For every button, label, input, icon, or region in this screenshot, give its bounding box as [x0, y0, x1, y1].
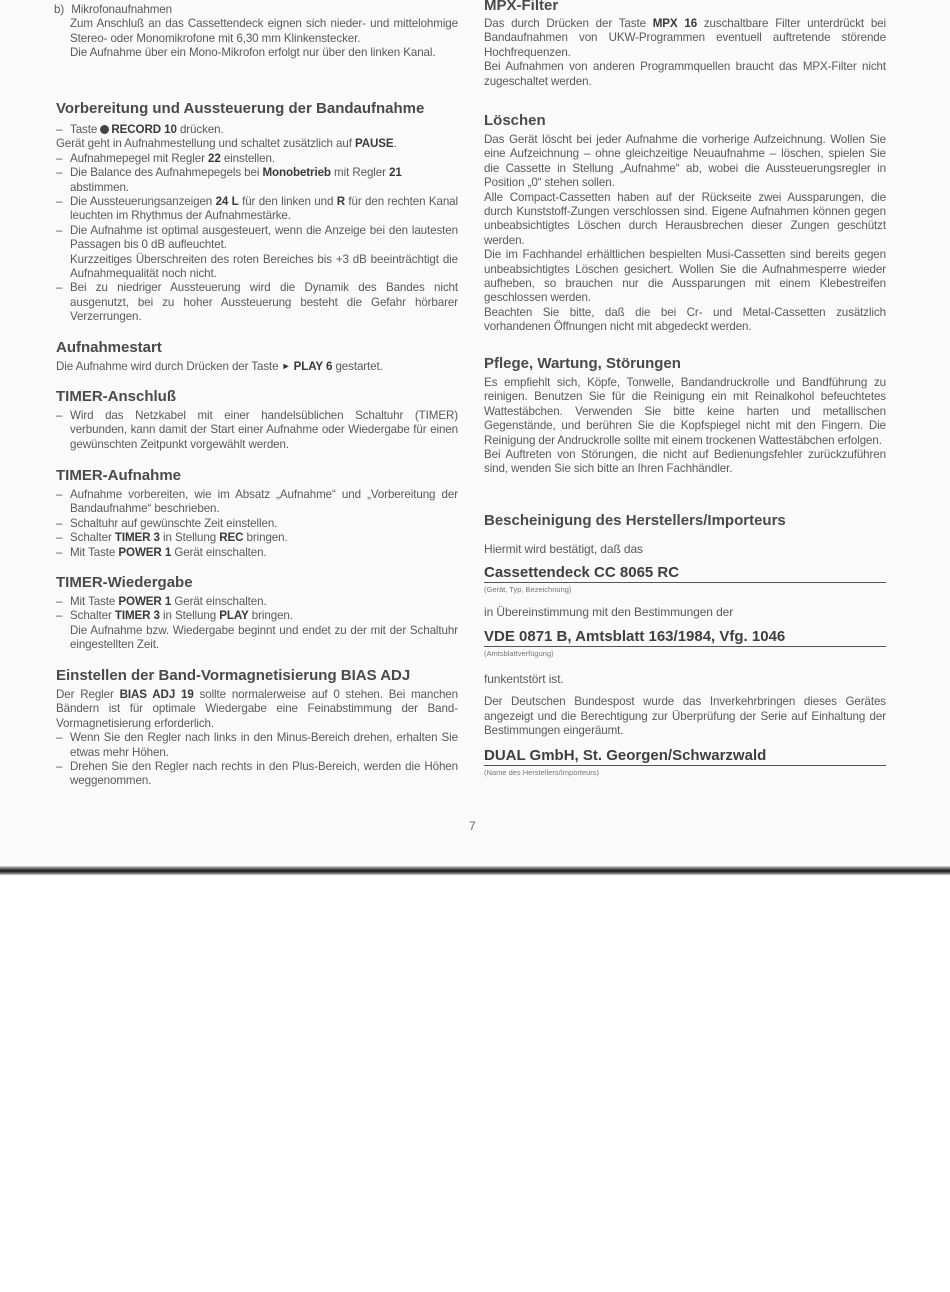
mpx-section [484, 0, 886, 89]
text: einstellen. [223, 151, 275, 165]
rec-label: REC [219, 531, 244, 545]
list-item: – Bei zu niedriger Aussteuerung wird die Dynamik des Bandes nicht ausgenutzt, bei zu hoher Aussteuerung besteht die Gefahr hörbarer Verzerrungen. [56, 281, 458, 324]
timer-wiedergabe-section [56, 574, 458, 653]
device-name: Cassettendeck CC 8065 RC [484, 564, 886, 583]
text: zuschaltbare Filter unterdrückt bei Bandaufnahmen von UKW-Programmen eventuell auftretende störende Hochfrequenzen. [484, 17, 887, 59]
list-item: – Wenn Sie den Regler nach links in den Minus-Bereich drehen, erhalten Sie etwas mehr Höhen. [56, 731, 458, 760]
list-item: – Wird das Netzkabel mit einer handelsüblichen Schaltuhr (TIMER) verbunden, kann damit der Start einer Aufnahme oder Wiedergabe für einen gewünschten Zeitpunkt vorgewählt werden. [56, 409, 458, 452]
loeschen-text-1: Das Gerät löscht bei jeder Aufnahme die vorherige Aufzeichnung. Wollen Sie eine Aufzeichnung – ohne gleichzeitige Neuaufnahme – löschen, spielen Sie die Cassette in Stellung „Aufnahme“ ab, wobei die Aussteuerungsregler in Position „0“ stehen sollen. [484, 133, 886, 190]
pause-line [56, 137, 458, 151]
aufnahmestart-text [56, 359, 458, 374]
loeschen-heading: Löschen [484, 112, 546, 129]
loeschen-text-2: Alle Compact-Cassetten haben auf der Rückseite zwei Aussparungen, die durch Kunststoff-Zungen verschlossen sind. Eigene Aufnahmen können gegen unbeabsichtigtes Löschen durch Herausbrechen dieser Zungen geschützt werden. [484, 190, 886, 247]
timer-switch-label: TIMER 3 [114, 531, 160, 545]
mikrofon-title-line [54, 3, 458, 17]
text: Gerät einschalten. [174, 595, 267, 608]
regler-number: 21 [389, 166, 402, 180]
mpx-text [484, 17, 886, 60]
timer-anschluss-section [56, 388, 458, 452]
mpx-text-2: Bei Aufnahmen von anderen Programmquellen braucht das MPX-Filter nicht zugeschaltet werden. [484, 60, 886, 88]
device-caption: (Gerät, Typ, Bezeichnung) [484, 585, 572, 595]
aufnahmestart-heading: Aufnahmestart [56, 339, 162, 356]
bias-section [56, 667, 458, 789]
bescheinigung-section [484, 512, 886, 778]
mpx-heading: MPX-Filter [484, 0, 559, 14]
scan-edge-divider [0, 866, 950, 875]
text: Gerät geht in Aufnahmestellung und schaltet zusätzlich auf [56, 137, 352, 151]
text: . [393, 137, 397, 151]
list-item: – Aufnahme vorbereiten, wie im Absatz „Aufnahme“ und „Vorbereitung der Bandaufnahme“ beschrieben. [56, 488, 458, 517]
aufnahmestart-section [56, 339, 458, 374]
pflege-text-2: Bei Auftreten von Störungen, die nicht auf Bedienungsfehler zurückzuführen sind, wenden Sie sich bitte an Ihren Fachhändler. [484, 448, 886, 476]
meter-label: 24 L [215, 195, 239, 209]
loeschen-text-4: Beachten Sie bitte, daß die bei Cr- und Metal-Cassetten zusätzlich vorhandenen Öffnungen nicht mit abgedeckt werden. [484, 305, 886, 334]
text: bringen. [251, 609, 293, 623]
mikrofon-mono-text: Die Aufnahme über ein Mono-Mikrofon erfolgt nur über den linken Kanal. [70, 46, 436, 60]
bescheinigung-heading: Bescheinigung des Herstellers/Importeurs [484, 512, 786, 529]
note-text: Kurzzeitiges Überschreiten des roten Bereiches bis +3 dB beeinträchtigt die Aufnahmequalität noch nicht. [70, 252, 458, 281]
pflege-heading: Pflege, Wartung, Störungen [484, 355, 681, 372]
timer-wiedergabe-heading: TIMER-Wiedergabe [56, 574, 193, 591]
bias-heading: Einstellen der Band-Vormagnetisierung BIAS ADJ [56, 667, 411, 684]
text: für den linken und [242, 195, 334, 209]
mikrofon-section [56, 3, 458, 61]
text: in Stellung [163, 531, 217, 545]
list-item: – Drehen Sie den Regler nach rechts in den Plus-Bereich, werden die Höhen weggenommen. [56, 760, 458, 789]
list-item: – Die Aufnahme ist optimal ausgesteuert, wenn die Anzeige bei den lautesten Passagen bis 0 dB aufleuchtet. [56, 224, 458, 253]
bias-text [56, 688, 458, 731]
mikrofon-title: Mikrofonaufnahmen [71, 3, 173, 16]
text: Schalter [70, 609, 112, 623]
list-label: b) [54, 3, 65, 16]
text: drücken. [179, 123, 224, 136]
text: Mit Taste [70, 545, 116, 559]
text: Schalter [70, 531, 112, 545]
play-key-label: PLAY 6 [293, 360, 333, 373]
vde-reference: VDE 0871 B, Amtsblatt 163/1984, Vfg. 1046 [484, 628, 886, 647]
note-text: Die Aufnahme bzw. Wiedergabe beginnt und endet zu der mit der Schaltuhr eingestellten Zeit. [70, 623, 458, 652]
loeschen-section [484, 112, 886, 335]
list-item [56, 595, 458, 609]
vde-caption: (Amtsblattverfügung) [484, 648, 554, 658]
power-key-label: POWER 1 [118, 545, 172, 559]
page-number: 7 [469, 819, 476, 833]
text: Die Aufnahme wird durch Drücken der Taste [56, 360, 279, 373]
bias-regler-label: BIAS ADJ 19 [119, 688, 194, 701]
record-dot-icon [100, 125, 109, 134]
power-key-label: POWER 1 [118, 595, 172, 608]
text: abstimmen. [70, 180, 129, 194]
pflege-text-1: Es empfiehlt sich, Köpfe, Tonwelle, Bandandruckrolle und Bandführung zu reinigen. Benutzen Sie für die Reinigung ein mit Reinalkohol befeuchtetes Wattestäbchen. Verwenden Sie bitte keine harten und metallischen Gegenstände, und berühren Sie die Kopfspiegel nicht mit den Fingern. Die Reinigung der Andruckrolle sollte mit einem trockenen Wattestäbchen erfolgen. [484, 376, 886, 447]
pause-label: PAUSE [354, 137, 394, 151]
mono-label: Monobetrieb [262, 166, 331, 180]
mikrofon-text: Zum Anschluß an das Cassettendeck eignen sich nieder- und mittelohmige Stereo- oder Monomikrofone mit 6,30 mm Klinkenstecker. [70, 17, 458, 45]
manufacturer-name: DUAL GmbH, St. Georgen/Schwarzwald [484, 747, 886, 766]
list-item [56, 531, 458, 545]
list-item [56, 166, 458, 195]
vorbereitung-section [56, 100, 458, 325]
certificate-line-3: funkentstört ist. [484, 671, 564, 686]
mpx-key-label: MPX 16 [652, 17, 698, 30]
certificate-text: Der Deutschen Bundespost wurde das Inverkehrbringen dieses Gerätes angezeigt und die Berechtigung zur Überprüfung der Serie auf Einhaltung der Bestimmungen eingeräumt. [484, 695, 886, 738]
record-key-label: RECORD 10 [111, 123, 177, 136]
play-label: PLAY [219, 609, 249, 623]
text: in Stellung [163, 609, 217, 623]
certificate-intro: Hiermit wird bestätigt, daß das [484, 542, 643, 556]
manufacturer-caption: (Name des Herstellers/Importeurs) [484, 768, 600, 778]
channel-label: R [336, 195, 345, 209]
text: Mit Taste [70, 595, 116, 608]
timer-aufnahme-section [56, 467, 458, 560]
certificate-line-2: in Übereinstimmung mit den Bestimmungen der [484, 605, 734, 620]
text: gestartet. [335, 360, 383, 373]
text: Der Regler [56, 688, 114, 701]
text: für den rechten Kanal leuchten im Rhythmus der Aufnahmestärke. [70, 195, 458, 223]
text: sollte normalerweise auf 0 stehen. Bei manchen Bändern ist für optimale Wiedergabe eine Feinabstimmung der Band-Vormagnetisierung erforderlich. [56, 688, 458, 730]
play-icon: ► [281, 361, 291, 371]
timer-switch-label: TIMER 3 [114, 609, 160, 623]
list-item [56, 609, 458, 623]
text: Das durch Drücken der Taste [484, 17, 646, 30]
text: Aufnahmepegel mit Regler [70, 151, 205, 165]
list-item [56, 152, 458, 166]
list-item [56, 546, 458, 560]
pflege-section [484, 355, 886, 477]
text: Taste [70, 123, 98, 136]
regler-number: 22 [208, 151, 221, 165]
list-item [56, 123, 458, 137]
text: bringen. [246, 531, 288, 545]
list-item: – Schaltuhr auf gewünschte Zeit einstellen. [56, 517, 458, 531]
list-item [56, 195, 458, 224]
timer-aufnahme-heading: TIMER-Aufnahme [56, 467, 181, 484]
text: Gerät einschalten. [174, 545, 267, 559]
text: Die Aussteuerungsanzeigen [70, 195, 213, 209]
text: Die Balance des Aufnahmepegels bei [70, 166, 260, 180]
loeschen-text-3: Die im Fachhandel erhältlichen bespielten Musi-Cassetten sind bereits gegen unbeabsichtigtes Löschen gesichert. Wollen Sie die Aufnahmesperre wieder aufheben, so brauchen nur die Aussparungen mit einem Klebestreifen geschlossen werden. [484, 248, 886, 305]
text: mit Regler [334, 166, 386, 180]
timer-anschluss-heading: TIMER-Anschluß [56, 388, 176, 405]
vorbereitung-heading: Vorbereitung und Aussteuerung der Bandaufnahme [56, 100, 425, 117]
